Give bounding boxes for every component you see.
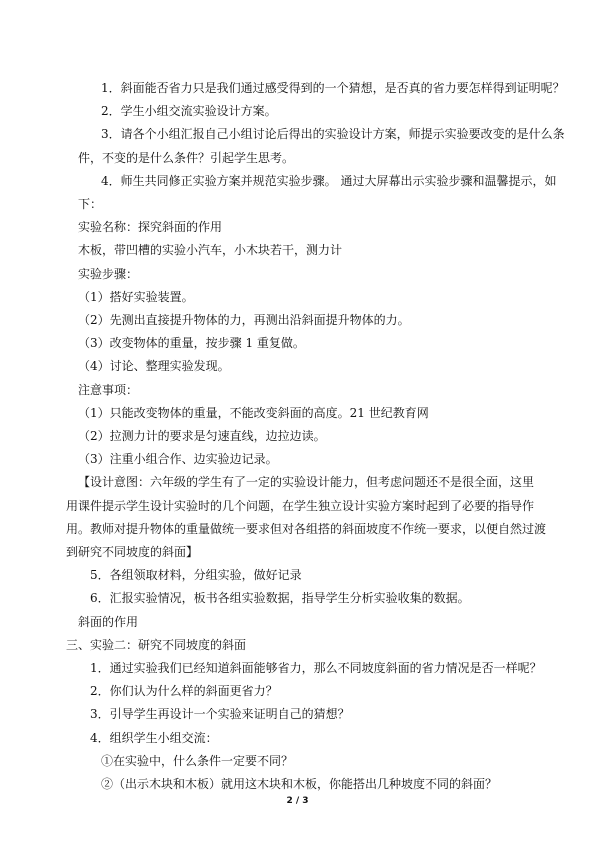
text-line: 5．各组领取材料，分组实验，做好记录 — [90, 568, 302, 583]
text-line: 实验步骤： — [78, 266, 139, 281]
text-line: 用。教师对提升物体的重量做统一要求但对各组搭的斜面坡度不作统一要求，以便自然过渡 — [66, 521, 547, 536]
text-line: 到研究不同坡度的斜面】 — [66, 545, 199, 559]
text-line: 3．请各个小组汇报自己小组讨论后得出的实验设计方案，师提示实验要改变的是什么条 — [101, 127, 565, 142]
text-line: 【设计意图：六年级的学生有了一定的实验设计能力，但考虑问题还不是很全面，这里 — [78, 475, 535, 490]
text-line: （2）拉测力计的要求是匀速直线，边拉边读。 — [78, 429, 326, 443]
text-line: 4．师生共同修正实验方案并规范实验步骤。 通过大屏幕出示实验步骤和温馨提示，如 — [101, 173, 557, 188]
text-line: （3）改变物体的重量，按步骤 1 重复做。 — [78, 336, 305, 351]
text-line: ①在实验中，什么条件一定要不同？ — [101, 753, 294, 768]
text-line: 3．引导学生再设计一个实验来证明自己的猜想？ — [90, 707, 350, 722]
text-line: 斜面的作用 — [78, 614, 139, 629]
page-number: 2 / 3 — [286, 796, 309, 806]
text-line: 1．斜面能否省力只是我们通过感受得到的一个猜想，是否真的省力要怎样得到证明呢？ — [101, 81, 565, 95]
text-line: 1．通过实验我们已经知道斜面能够省力，那么不同坡度斜面的省力情况是否一样呢？ — [90, 661, 542, 675]
text-line: ②（出示木块和木板）就用这木块和木板，你能搭出几种坡度不同的斜面？ — [101, 777, 498, 791]
text-line: （4）讨论、整理实验发现。 — [78, 359, 230, 374]
text-line: （2）先测出直接提升物体的力，再测出沿斜面提升物体的力。 — [78, 313, 410, 327]
text-line: 2．学生小组交流实验设计方案。 — [101, 104, 277, 119]
text-line: 2．你们认为什么样的斜面更省力？ — [90, 684, 278, 699]
text-line: （1）只能改变物体的重量，不能改变斜面的高度。21 世纪教育网 — [78, 405, 429, 420]
text-line: （1）搭好实验装置。 — [78, 289, 194, 304]
text-line: 下： — [78, 197, 103, 211]
text-line: 注意事项： — [78, 382, 139, 397]
text-line: 4．组织学生小组交流： — [90, 730, 218, 745]
text-line: 实验名称：探究斜面的作用 — [78, 220, 223, 235]
text-line: 三、实验二：研究不同坡度的斜面 — [66, 637, 247, 652]
text-line: 件，不变的是什么条件？引起学生思考。 — [78, 150, 295, 165]
text-line: 6．汇报实验情况，板书各组实验数据，指导学生分析实验收集的数据。 — [90, 591, 470, 606]
text-line: （3）注重小组合作、边实验边记录。 — [78, 452, 278, 467]
text-line: 木板，带凹槽的实验小汽车，小木块若干，测力计 — [78, 243, 343, 258]
text-line: 用课件提示学生设计实验时的几个问题，在学生独立设计实验方案时起到了必要的指导作 — [66, 498, 535, 513]
